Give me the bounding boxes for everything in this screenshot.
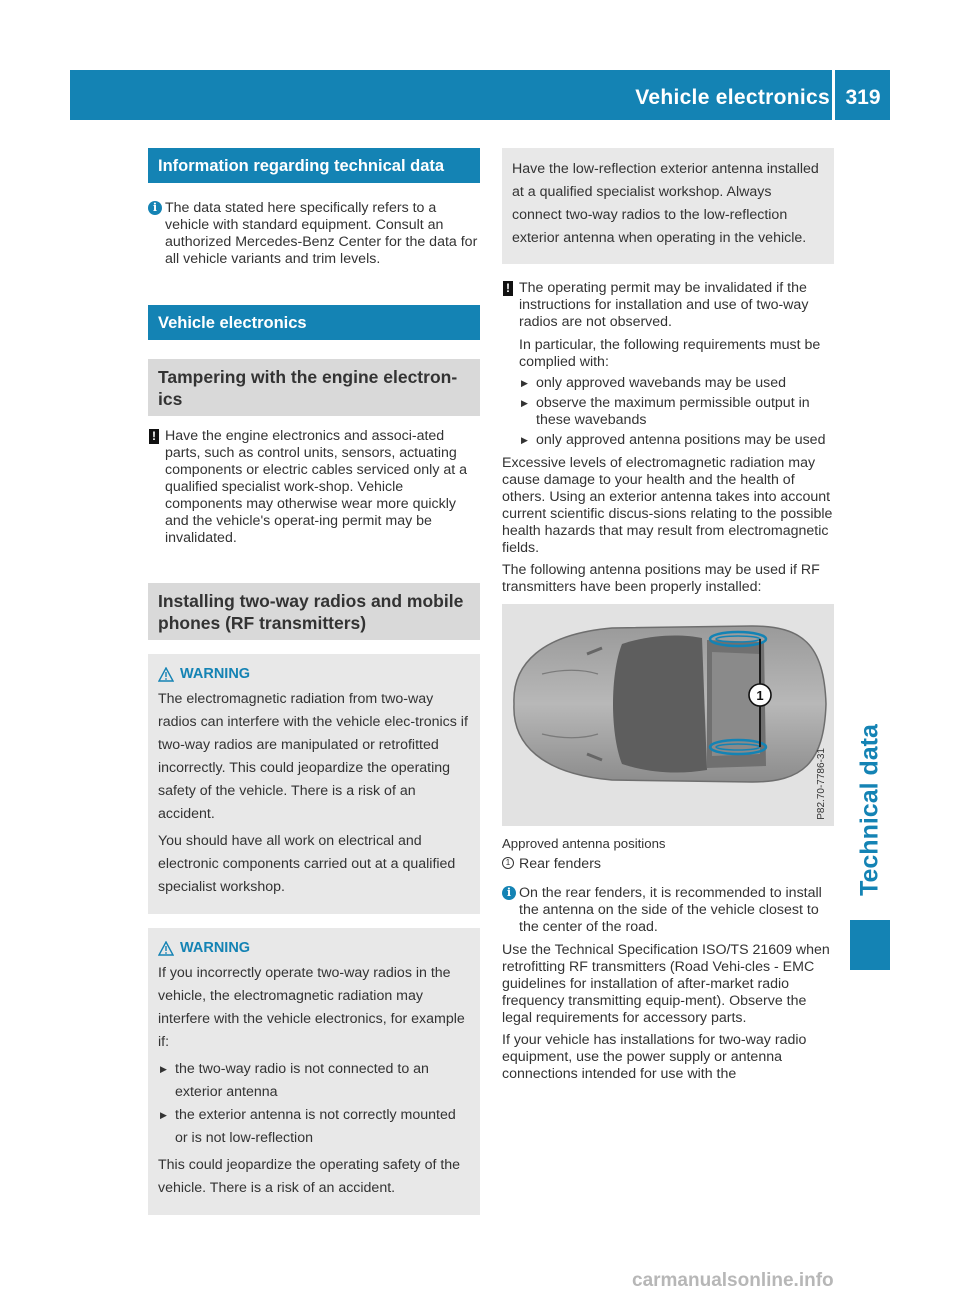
section-heading: Vehicle electronics [148,305,480,340]
warning-text: This could jeopardize the operating safety of the vehicle. There is a risk of an accident. [158,1157,461,1196]
list-item-text: only approved wavebands may be used [536,375,787,391]
paragraph: If your vehicle has installations for two-way radio equipment, use the power supply or antenna connections intended for use with the [502,1032,807,1082]
list-item-text: only approved antenna positions may be used [536,432,826,448]
figure-legend [502,856,834,873]
info-note [148,200,480,268]
warning-label: WARNING [180,666,251,682]
info-note-text: The data stated here specifically refers to a vehicle with standard equipment. Consult an authorized Mercedes-Benz Center for the data for all vehicle variants and trim levels. [165,200,478,267]
antenna-figure [502,604,834,826]
info-heading: Information regarding technical data [148,148,480,183]
left-column [148,148,480,1215]
list-item [158,1104,470,1150]
figure-code: P82.70-7786-31 [816,748,827,820]
bullet-icon: ▶ [521,378,528,388]
fender-note [502,885,834,936]
bullet-icon: ▶ [521,398,528,408]
list-item-text: the two-way radio is not connected to an exterior antenna [175,1061,429,1100]
warning-text: You should have all work on electrical and electronic components carried out at a qualified specialist workshop. [158,833,456,895]
bullet-icon: ▶ [160,1110,167,1120]
permit-note [502,280,834,331]
page-number: 319 [845,86,881,109]
tamper-note-text: Have the engine electronics and associ-ated parts, such as control units, sensors, actuating components or electric cables serviced only at a qualified specialist work-shop. Vehicle components may otherwise wear more quickly and the vehicle's operat-ing permit may be invalidated. [165,428,468,546]
info-icon: i [148,201,162,215]
page-title: Vehicle electronics [635,86,830,109]
car-top-view-illustration [502,604,834,826]
info-icon: i [502,886,516,900]
figure-marker: 1 [756,688,764,703]
legend-number: 1 [502,857,514,869]
paragraph: Excessive levels of electromagnetic radiation may cause damage to your health and the health of others. Using an exterior antenna takes into account current scientific discus-sions relating to the possible health hazards that may result from electromagnetic fields. [502,455,833,556]
list-item-text: observe the maximum permissible output in these wavebands [536,395,810,428]
tamper-note [148,428,480,547]
bullet-icon: ▶ [160,1064,167,1074]
chapter-tab-label: Technical data [855,724,884,896]
warning-box-2 [148,928,480,1215]
warning-triangle-icon [158,667,174,682]
warning-header [158,938,470,958]
fender-note-text: On the rear fenders, it is recommended to install the antenna on the side of the vehicle closest to the center of the road. [519,885,822,935]
watermark-text: carmanualsonline.info [632,1270,834,1291]
warning-header [158,664,470,684]
paragraph: The following antenna positions may be used if RF transmitters have been properly installed: [502,562,820,595]
warning-text: Have the low-reflection exterior antenna installed at a qualified specialist workshop. Always connect two-way radios to the low-reflection exterior antenna when operating in the vehicle. [512,161,819,246]
figure-caption: Approved antenna positions [502,836,666,851]
exclamation-icon: ! [149,429,159,444]
permit-list [502,375,834,449]
warning-text: The electromagnetic radiation from two-way radios can interfere with the vehicle elec-tronics if two-way radios are manipulated or retrofitted incorrectly. This could jeopardize the operating safety of the vehicle. There is a risk of an accident. [158,691,468,822]
warning-label: WARNING [180,940,251,956]
list-item-text: the exterior antenna is not correctly mounted or is not low-reflection [175,1107,456,1146]
radios-heading: Installing two-way radios and mobile phones (RF transmitters) [148,583,480,640]
paragraph: Use the Technical Specification ISO/TS 21609 when retrofitting RF transmitters (Road Vehi-cles - EMC guidelines for installation of after-market radio frequency transmitting equip-ment). Observe the legal requirements for accessory parts. [502,942,830,1026]
continued-warning-box [502,148,834,264]
bullet-icon: ▶ [521,435,528,445]
warning-triangle-icon [158,941,174,956]
permit-sub: In particular, the following requirements must be complied with: [519,337,821,370]
list-item [519,375,834,392]
list-item [519,432,834,449]
chapter-tab[interactable] [850,705,890,915]
chapter-marker [850,920,890,970]
exclamation-icon: ! [503,281,513,296]
right-column [502,148,834,1083]
warning-box-1 [148,654,480,914]
permit-note-text: The operating permit may be invalidated if the instructions for installation and use of two-way radios are not observed. [519,280,809,330]
warning-text: If you incorrectly operate two-way radios in the vehicle, the electromagnetic radiation may interfere with the vehicle electronics, for example if: [158,965,465,1050]
list-item [158,1058,470,1104]
header-divider [832,70,835,120]
tamper-heading: Tampering with the engine electron-ics [148,359,480,416]
list-item [519,395,834,429]
legend-text: Rear fenders [519,856,602,872]
